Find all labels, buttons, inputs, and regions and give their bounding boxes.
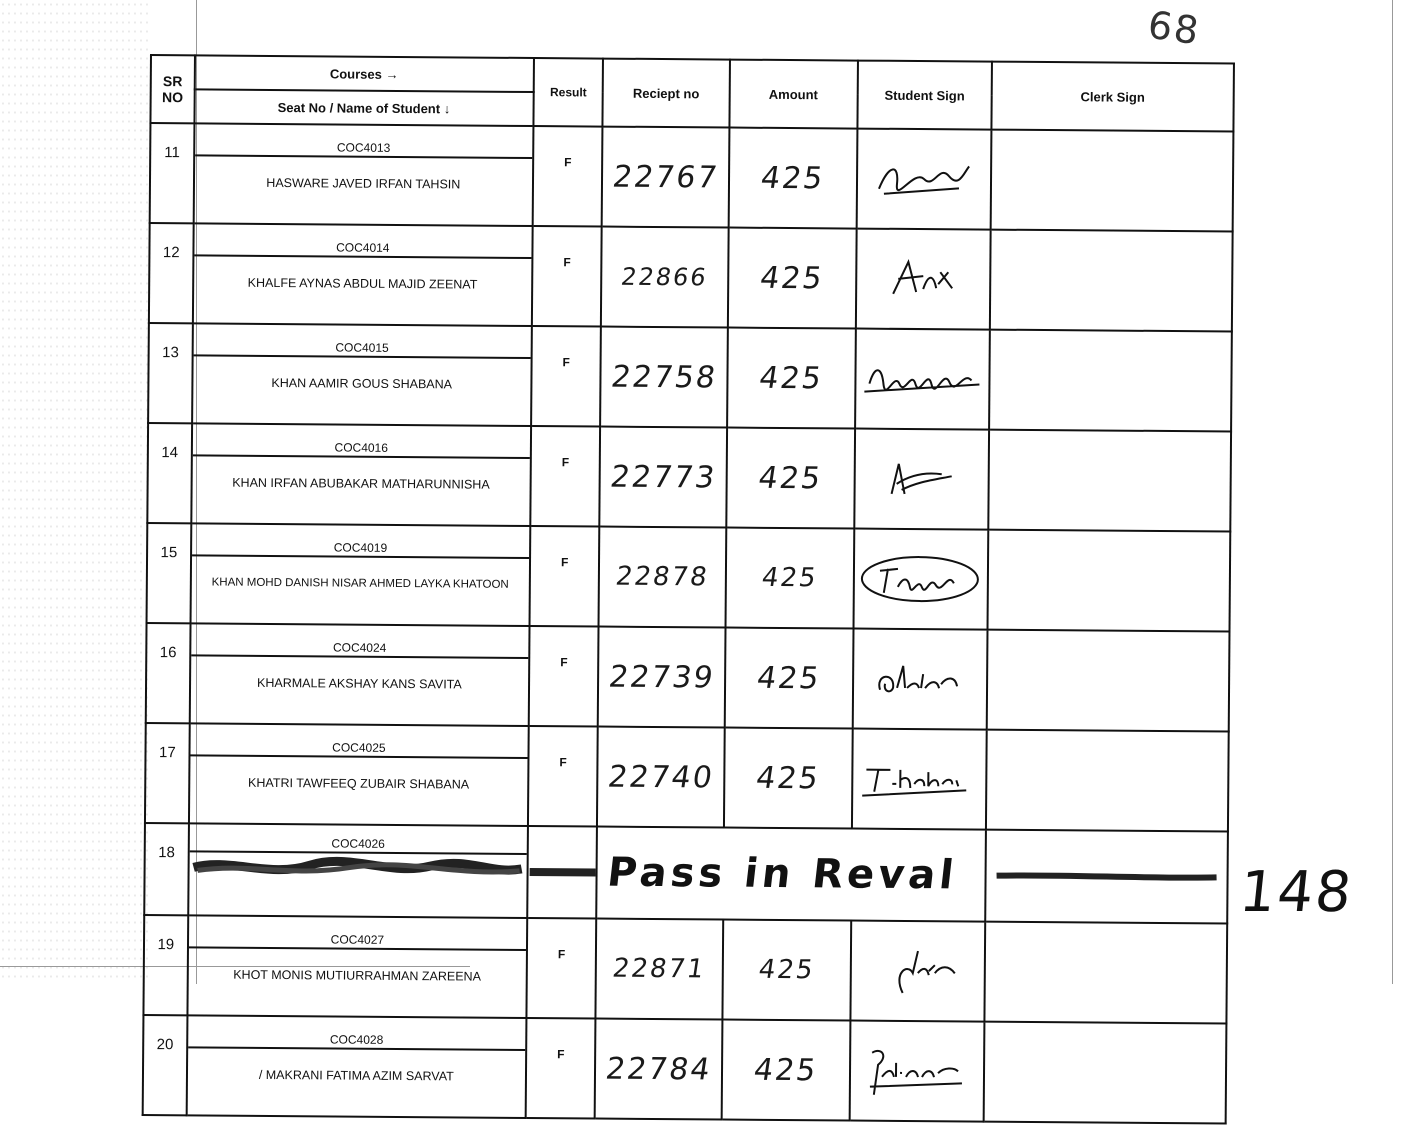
page-number-bottom: 148	[1236, 860, 1357, 925]
student-signature	[859, 354, 985, 405]
receipt-cell	[600, 427, 727, 528]
student-name: KHAN MOHD DANISH NISAR AHMED LAYKA KHATOON	[211, 576, 509, 591]
student-signature	[862, 1043, 972, 1100]
course-code: COC4019	[192, 538, 529, 559]
sr-no-cell: 12	[149, 223, 193, 323]
sr-no-cell: 20	[143, 1015, 187, 1115]
header-result: Result	[533, 58, 603, 127]
table-row	[147, 423, 1231, 532]
reval-note-cell	[597, 827, 986, 922]
clerk-sign-cell	[991, 130, 1234, 232]
sr-no-cell: 13	[148, 323, 192, 423]
amount-value: 425	[753, 760, 823, 796]
student-signature	[858, 551, 984, 608]
clerk-sign-cell	[987, 630, 1230, 732]
header-clerk-sign: Clerk Sign	[991, 62, 1234, 132]
result-cell: F	[532, 226, 602, 327]
student-sign-cell	[855, 329, 990, 430]
header-receipt-no: Reciept no	[603, 59, 730, 128]
amount-value: 425	[758, 160, 827, 196]
result-cell: F	[526, 918, 596, 1019]
student-signature	[862, 943, 972, 1000]
student-sign-cell	[852, 729, 987, 830]
student-signature	[856, 754, 982, 805]
fee-register-table	[142, 54, 1235, 1124]
table-row	[149, 223, 1233, 332]
course-code: COC4024	[191, 638, 528, 659]
receipt-number: 22739	[606, 659, 717, 695]
receipt-number: 22871	[610, 953, 708, 985]
course-code: COC4016	[193, 438, 530, 459]
receipt-cell	[600, 327, 727, 428]
receipt-number: 22740	[605, 759, 717, 795]
student-signature	[865, 654, 975, 705]
receipt-cell	[595, 1019, 722, 1120]
result-cell	[527, 826, 597, 919]
student-signature	[868, 254, 978, 305]
result-cell: F	[531, 326, 601, 427]
student-name: KHATRI TAWFEEQ ZUBAIR SHABANA	[248, 775, 470, 792]
student-name: KHAN IRFAN ABUBAKAR MATHARUNNISHA	[232, 475, 490, 492]
receipt-cell	[596, 919, 723, 1020]
amount-value: 425	[757, 260, 827, 296]
course-name-cell	[191, 423, 531, 526]
course-code: COC4025	[190, 738, 527, 759]
course-name-cell	[190, 523, 530, 626]
student-sign-cell	[849, 1021, 984, 1122]
strike-through-line	[986, 866, 1226, 888]
receipt-number: 22758	[608, 359, 720, 395]
course-code: COC4027	[189, 930, 526, 951]
table-row	[146, 623, 1230, 732]
scribbled-out-name	[190, 852, 526, 885]
course-name-cell	[193, 123, 533, 226]
student-sign-cell	[853, 629, 988, 730]
receipt-number: 22773	[607, 459, 719, 495]
student-name: KHAN AAMIR GOUS SHABANA	[271, 375, 453, 392]
course-name-cell	[193, 223, 533, 326]
sr-no-cell: 11	[150, 123, 194, 223]
scan-noise	[0, 0, 150, 984]
page-number-top: 68	[1145, 2, 1204, 54]
result-cell: F	[530, 426, 600, 527]
course-name-cell	[186, 1015, 526, 1118]
student-sign-cell	[853, 529, 988, 630]
pass-in-reval-note: Pass in Reval	[605, 849, 961, 899]
course-name-cell	[189, 723, 529, 826]
amount-cell	[722, 920, 851, 1021]
clerk-sign-cell	[984, 922, 1227, 1024]
clerk-sign-cell	[989, 330, 1232, 432]
course-name-cell	[189, 623, 529, 726]
receipt-cell	[598, 627, 725, 728]
result-cell: F	[526, 1018, 596, 1119]
clerk-sign-cell	[984, 1022, 1227, 1124]
course-code: COC4028	[188, 1030, 525, 1051]
course-code: COC4013	[195, 138, 532, 159]
course-code: COC4015	[193, 338, 530, 359]
sr-no-cell: 14	[147, 423, 191, 523]
course-name-cell	[188, 823, 528, 918]
student-name: KHOT MONIS MUTIURRAHMAN ZAREENA	[233, 967, 482, 984]
table-row	[144, 823, 1228, 924]
student-name: HASWARE JAVED IRFAN TAHSIN	[266, 175, 461, 192]
amount-value: 425	[759, 562, 820, 594]
student-signature	[869, 154, 979, 205]
course-code: COC4014	[194, 238, 531, 259]
amount-value: 425	[756, 360, 826, 396]
course-code: COC4026	[189, 834, 526, 855]
amount-value: 425	[756, 954, 817, 986]
header-student-sign: Student Sign	[857, 61, 992, 130]
strike-through-line	[529, 862, 595, 883]
sr-no-cell: 16	[146, 623, 190, 723]
table-row	[143, 915, 1227, 1024]
amount-value: 425	[756, 460, 825, 496]
sr-no-cell: 18	[144, 823, 188, 915]
student-sign-cell	[856, 229, 991, 330]
amount-cell	[725, 528, 854, 629]
receipt-cell	[602, 127, 729, 228]
course-name-cell	[187, 915, 527, 1018]
amount-value: 425	[751, 1052, 820, 1088]
student-name: KHARMALE AKSHAY KANS SAVITA	[256, 675, 462, 692]
table-row	[145, 723, 1229, 832]
amount-value: 425	[754, 660, 824, 696]
receipt-number: 22784	[603, 1051, 714, 1087]
receipt-number: 22878	[613, 561, 711, 593]
strike-line-cell	[985, 830, 1228, 924]
student-name: KHALFE AYNAS ABDUL MAJID ZEENAT	[247, 275, 478, 292]
clerk-sign-cell	[990, 230, 1233, 332]
header-sr-no: SR NO	[150, 55, 194, 123]
course-name-cell	[192, 323, 532, 426]
student-sign-cell	[854, 429, 989, 530]
student-sign-cell	[856, 129, 991, 230]
amount-cell	[723, 728, 852, 829]
amount-cell	[726, 428, 855, 529]
table-row	[147, 523, 1231, 632]
amount-cell	[727, 328, 856, 429]
receipt-number: 22866	[619, 262, 710, 292]
table-row	[150, 123, 1234, 232]
table-row	[143, 1015, 1227, 1124]
clerk-sign-cell	[988, 430, 1231, 532]
receipt-cell	[597, 727, 724, 828]
sr-no-cell: 19	[143, 915, 187, 1015]
result-cell: F	[533, 126, 603, 227]
receipt-number: 22767	[610, 159, 721, 195]
result-cell: F	[530, 526, 600, 627]
amount-cell	[724, 628, 853, 729]
result-cell: F	[529, 626, 599, 727]
redacted-student-name	[189, 852, 527, 907]
scan-artifact-line	[1392, 0, 1393, 984]
sr-no-cell: 17	[145, 723, 189, 823]
clerk-sign-cell	[986, 730, 1229, 832]
amount-cell	[727, 228, 856, 329]
table-row	[148, 323, 1232, 432]
clerk-sign-cell	[987, 530, 1230, 632]
student-signature	[866, 454, 976, 505]
header-courses: Courses →	[194, 55, 534, 92]
amount-cell	[721, 1020, 850, 1121]
sr-no-cell: 15	[147, 523, 191, 623]
header-amount: Amount	[729, 60, 858, 129]
result-cell: F	[528, 726, 598, 827]
amount-cell	[728, 128, 857, 229]
receipt-cell	[599, 527, 726, 628]
header-seat-name: Seat No / Name of Student ↓	[194, 89, 534, 126]
receipt-cell	[601, 227, 728, 328]
student-name: / MAKRANI FATIMA AZIM SARVAT	[258, 1067, 454, 1084]
student-sign-cell	[850, 921, 985, 1022]
